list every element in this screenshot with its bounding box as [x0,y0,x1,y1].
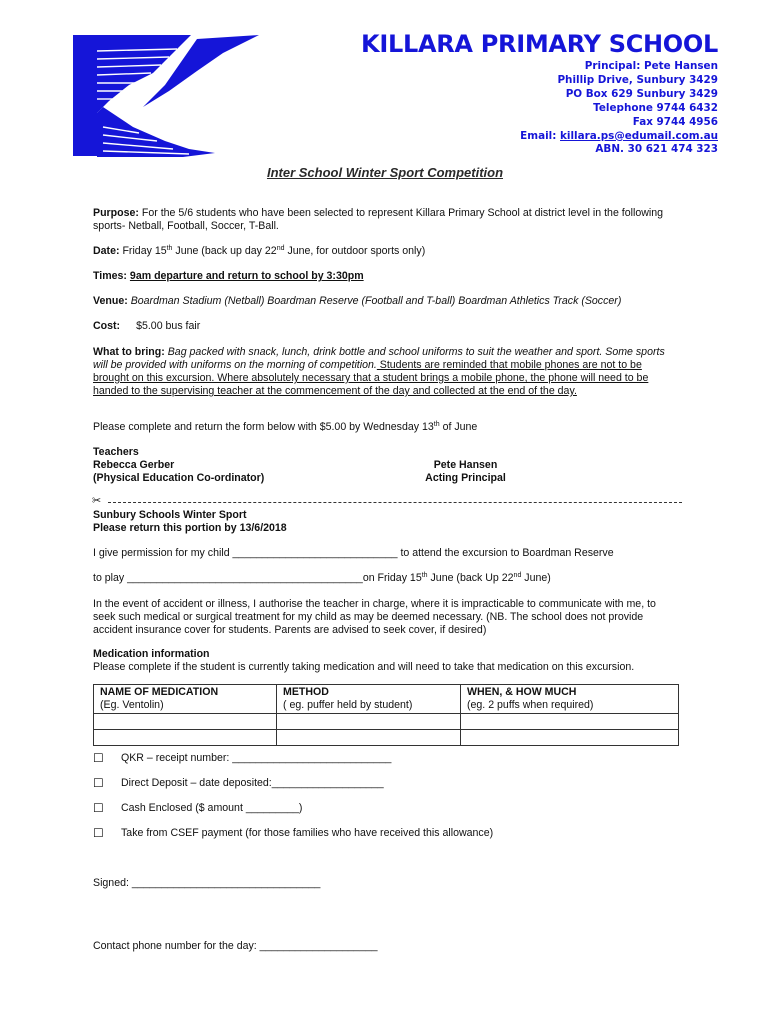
purpose-text: For the 5/6 students who have been selected to represent Killara Primary School at district level in the following sports- Netball, Football, Soccer, T-Ball. [93,207,663,232]
table-cell [277,685,461,714]
email-label: Email: [520,129,561,142]
school-logo [73,31,259,158]
permission-sup: th [421,572,428,579]
table-row [94,714,679,730]
what-to-bring-paragraph [93,346,679,398]
permission-text: June) [521,572,551,584]
option-csef-label: Take from CSEF payment (for those families who have received this allowance) [121,827,494,839]
scissors-icon: ✂ [92,495,102,507]
form-title-line-1: Sunbury Schools Winter Sport [93,509,247,521]
table-row [94,730,679,746]
what-to-bring-text: Bag packed with snack, lunch, drink bottle and school uniforms to suit the weather and sport. Some sports will be provided with uniforms on the morning of competition. [93,346,665,371]
purpose-paragraph [93,207,679,233]
permission-line-2[interactable] [93,572,679,585]
table-cell[interactable] [277,730,461,746]
principal-role: Acting Principal [425,472,506,484]
table-cell[interactable] [94,714,277,730]
contact-details [520,60,718,157]
date-sup: th [166,245,173,252]
return-note-sup: th [433,421,440,428]
teacher-role: (Physical Education Co-ordinator) [93,472,265,484]
column-header: NAME OF MEDICATION [100,686,219,698]
table-cell[interactable] [94,730,277,746]
table-cell [94,685,277,714]
teacher-name: Rebecca Gerber [93,459,175,471]
signature-line[interactable]: Signed: ________________________________ [93,877,321,889]
date-text: June (back up day 22 [172,245,277,257]
table-cell[interactable] [461,714,679,730]
times-text: 9am departure and return to school by 3:30pm [129,270,364,282]
principal-signature-block [418,459,513,485]
return-note [93,421,679,434]
venue-paragraph [93,295,679,308]
medication-table [93,684,679,746]
times-label: Times: [93,270,127,282]
option-direct-deposit-label: Direct Deposit – date deposited:___________________ [121,777,384,789]
date-text: June, for outdoor sports only) [284,245,426,257]
dashed-divider [108,502,682,503]
checkbox-csef[interactable]: ☐ [93,826,104,840]
permission-sup: nd [513,572,522,579]
teachers-label: Teachers [93,446,139,458]
telephone-line: Telephone 9744 6432 [593,101,718,114]
medication-heading: Medication information [93,648,210,660]
cut-line [92,495,682,509]
document-title: Inter School Winter Sport Competition [266,165,504,180]
column-example: (Eg. Ventolin) [100,699,164,711]
cost-paragraph [93,320,679,333]
what-to-bring-label: What to bring: [93,346,165,358]
medication-instruction: Please complete if the student is currently taking medication and will need to take that medication on this excursion. [93,661,635,673]
mobile-phone-notice: Students are reminded that mobile phones are not to be brought on this excursion. Where absolutely necessary that a student brings a mobile phone, the phone will need to be handed to the supervising teacher at the commencement of the day and collected at the end of the day. [93,359,649,397]
date-paragraph [93,245,679,258]
date-text: Friday 15 [119,245,167,257]
logo-mark [73,35,259,157]
date-sup: nd [276,245,285,252]
address-line-2: PO Box 629 Sunbury 3429 [565,87,718,100]
return-form-title [93,509,287,535]
school-name: KILLARA PRIMARY SCHOOL [361,30,718,58]
abn-line: ABN. 30 621 474 323 [595,143,718,156]
cost-text: $5.00 bus fair [136,320,201,332]
email-line [520,130,718,144]
option-cash-label: Cash Enclosed ($ amount _________) [121,802,303,814]
column-header: WHEN, & HOW MUCH [467,686,577,698]
return-note-text: Please complete and return the form below with $5.00 by Wednesday 13 [93,421,434,433]
address-line-1: Phillip Drive, Sunbury 3429 [557,73,718,86]
column-header: METHOD [283,686,329,698]
venue-label: Venue: [93,295,128,307]
form-title-line-2: Please return this portion by 13/6/2018 [93,522,287,534]
times-paragraph [93,270,679,283]
email-link[interactable]: killara.ps@edumail.com.au [560,129,718,142]
principal-line: Principal: Pete Hansen [584,60,718,72]
permission-text: to play ________________________________________on Friday 15 [93,572,422,584]
table-cell[interactable] [461,730,679,746]
option-qkr-label: QKR – receipt number: ___________________________ [121,752,392,764]
venue-text: Boardman Stadium (Netball) Boardman Reserve (Football and T-ball) Boardman Athletics Track (Soccer) [127,295,622,307]
principal-name: Pete Hansen [433,459,498,471]
column-example: ( eg. puffer held by student) [283,699,413,711]
table-header-row [94,685,679,714]
date-label: Date: [93,245,120,257]
column-example: (eg. 2 puffs when required) [467,699,594,711]
contact-phone-line[interactable]: Contact phone number for the day: ____________________ [93,940,378,952]
purpose-label: Purpose: [93,207,139,219]
table-cell [461,685,679,714]
return-note-text: of June [439,421,478,433]
cost-label: Cost: [93,320,121,332]
permission-text: June (back Up 22 [427,572,514,584]
checkbox-direct-deposit[interactable]: ☐ [93,776,104,790]
checkbox-qkr[interactable]: ☐ [93,751,104,765]
table-cell[interactable] [277,714,461,730]
checkbox-cash[interactable]: ☐ [93,801,104,815]
permission-line-1[interactable]: I give permission for my child ____________________________ to attend the excursion to Boardman Reserve [93,547,614,559]
accident-paragraph: In the event of accident or illness, I authorise the teacher in charge, where it is impracticable to communicate with me, to seek such medical or surgical treatment for my child as may be deemed necessary. (NB. The school does not provide accident insurance cover for students. Parents are advised to seek cover, if desired) [93,598,656,636]
teacher-signature-block [93,446,264,485]
fax-line: Fax 9744 4956 [632,115,718,128]
